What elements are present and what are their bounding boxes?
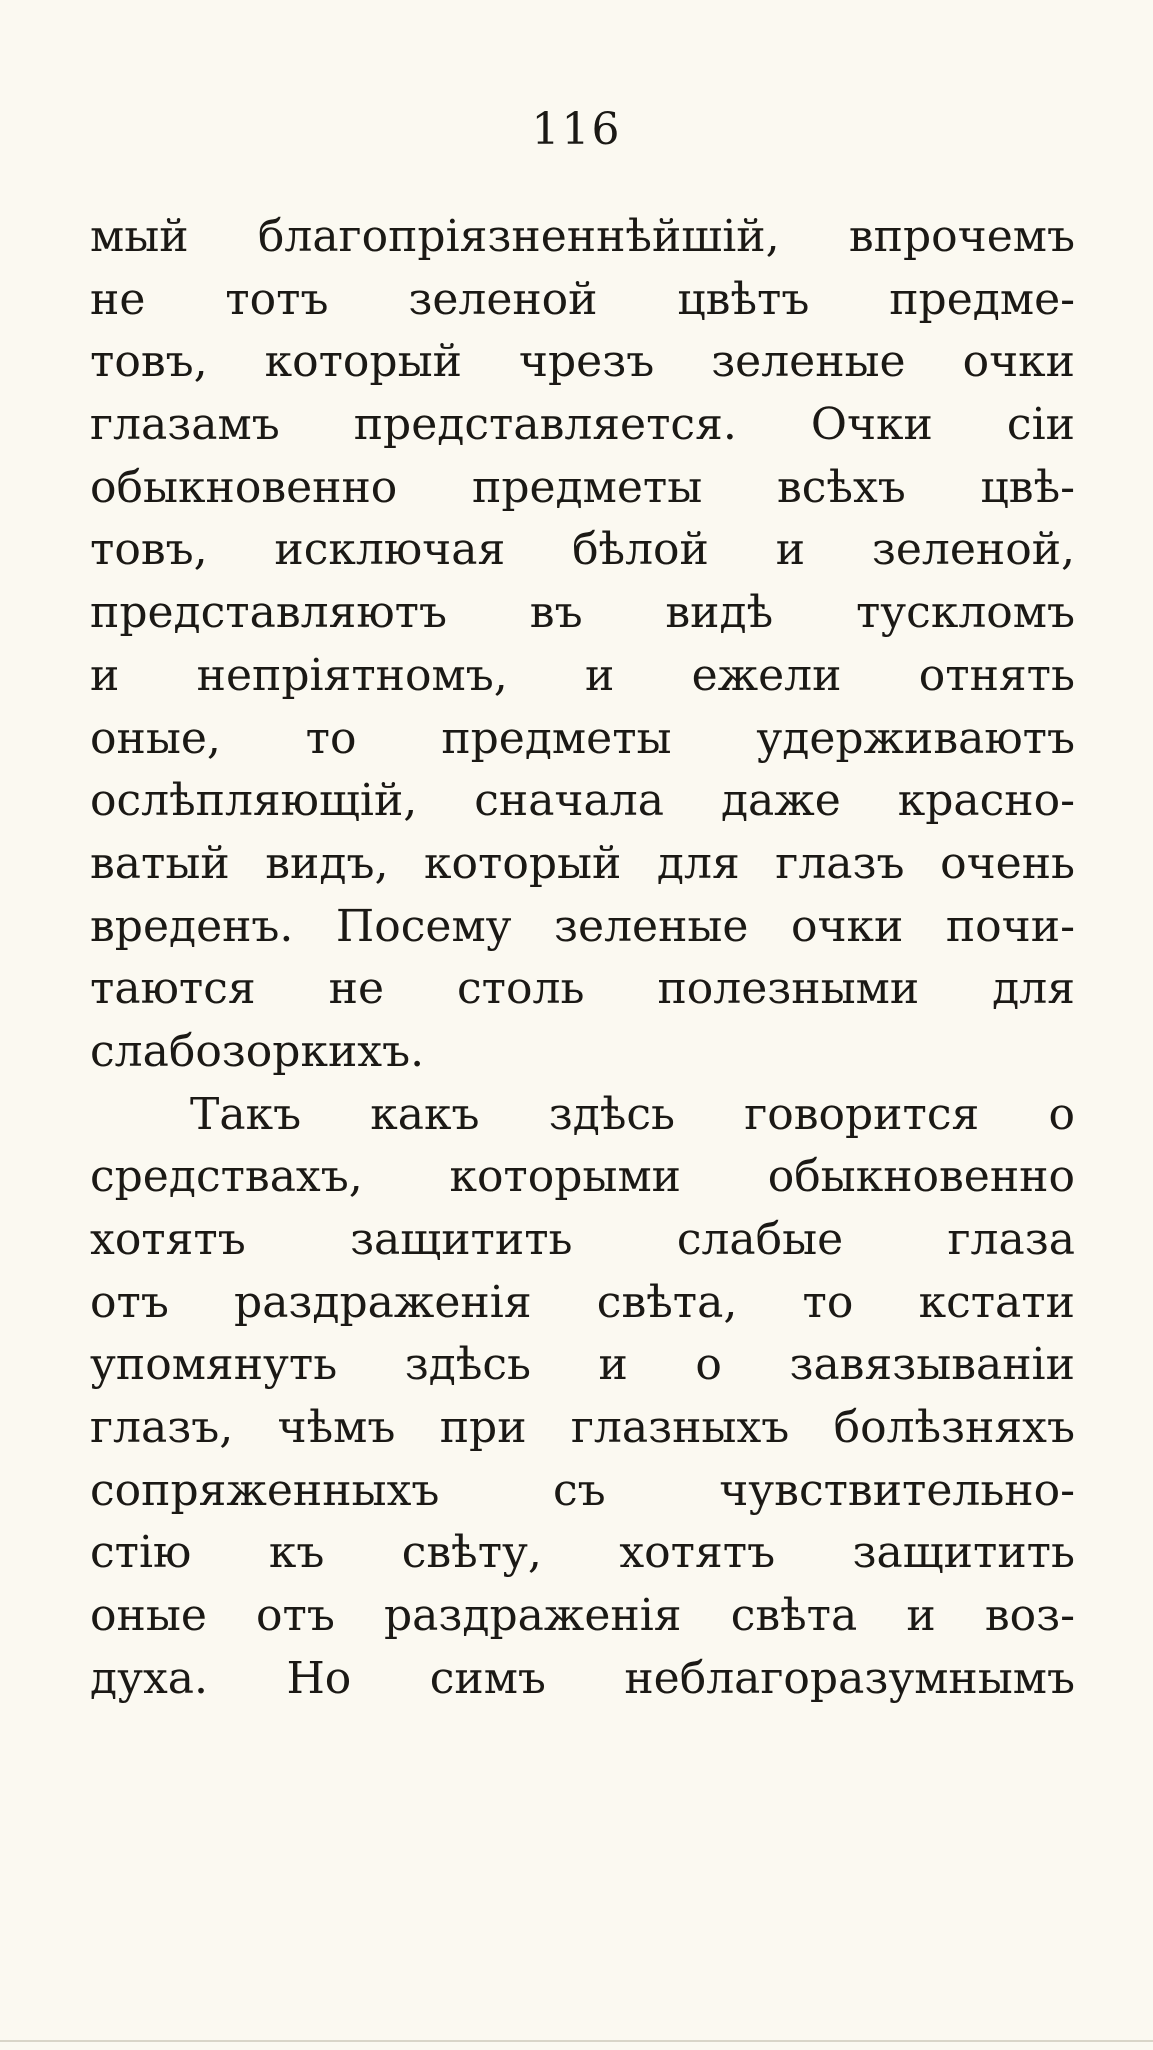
word: въ	[529, 587, 583, 639]
word: слабозоркихъ.	[90, 1025, 425, 1077]
word: тотъ	[225, 273, 329, 325]
word: кстати	[918, 1276, 1075, 1328]
word: отъ	[256, 1590, 335, 1642]
word: то	[802, 1276, 854, 1328]
word: даже	[720, 775, 841, 827]
page-edge	[0, 2040, 1153, 2042]
word: очень	[940, 837, 1075, 889]
text-line	[90, 1460, 1075, 1523]
word: раздраженія	[234, 1276, 532, 1328]
text-line	[90, 1084, 1075, 1147]
text-line	[90, 206, 1075, 269]
word: о	[1048, 1088, 1075, 1140]
text-line	[90, 1272, 1075, 1335]
word: отнять	[918, 649, 1075, 701]
text-line	[90, 833, 1075, 896]
word: впрочемъ	[848, 211, 1075, 262]
word: свѣта	[730, 1590, 858, 1642]
word: свѣту,	[401, 1527, 542, 1579]
word: столь	[457, 963, 585, 1015]
word: товъ,	[90, 524, 208, 576]
word: почи-	[945, 900, 1075, 952]
word: представляютъ	[90, 587, 447, 639]
word: зеленые	[711, 336, 906, 388]
word: зеленой	[408, 273, 598, 325]
word: обыкновенно	[90, 461, 398, 513]
word: стію	[90, 1527, 192, 1579]
word: Такъ	[190, 1088, 302, 1140]
word: цвѣ-	[980, 461, 1075, 513]
word: и	[906, 1590, 936, 1642]
word: видъ,	[265, 837, 389, 889]
text-line	[90, 1648, 1075, 1711]
word: слабые	[676, 1214, 844, 1265]
word: всѣхъ	[777, 461, 906, 513]
word: симъ	[429, 1652, 546, 1704]
word: для	[656, 837, 740, 889]
word: съ	[552, 1464, 606, 1516]
text-line	[90, 1021, 1075, 1084]
word: чрезъ	[518, 336, 655, 388]
word: глазныхъ	[570, 1402, 790, 1454]
word: которыми	[449, 1151, 681, 1203]
word: глазамъ	[90, 399, 280, 451]
word: чѣмъ	[277, 1402, 396, 1454]
word: и	[90, 649, 120, 701]
body-text	[90, 206, 1075, 1711]
word: болѣзняхъ	[833, 1402, 1075, 1454]
text-line	[90, 519, 1075, 582]
word: ослѣпляющій,	[90, 775, 418, 827]
text-line	[90, 958, 1075, 1021]
text-line	[90, 1334, 1075, 1397]
page-number: 116	[531, 104, 622, 155]
text-line	[90, 1209, 1075, 1272]
text-line	[90, 331, 1075, 394]
word: и	[775, 524, 806, 576]
word: воз-	[984, 1590, 1075, 1642]
word: удерживаютъ	[756, 712, 1075, 764]
word: мый	[90, 211, 189, 262]
word: зеленой,	[871, 524, 1075, 576]
word: очки	[790, 900, 904, 952]
word: не	[90, 273, 146, 325]
word: не	[328, 963, 385, 1015]
text-line	[90, 1585, 1075, 1648]
word: то	[305, 712, 357, 764]
text-line	[90, 1146, 1075, 1209]
text-line	[90, 457, 1075, 520]
word: хотятъ	[90, 1214, 246, 1265]
text-line	[90, 582, 1075, 645]
word: сначала	[474, 775, 664, 827]
word: и	[598, 1339, 628, 1391]
word: тускломъ	[855, 587, 1075, 639]
word: отъ	[90, 1276, 169, 1328]
word: представляется.	[353, 399, 737, 451]
text-line	[90, 708, 1075, 771]
word: обыкновенно	[767, 1151, 1075, 1203]
word: видѣ	[665, 587, 774, 639]
word: сопряженныхъ	[90, 1464, 440, 1516]
word: для	[992, 963, 1075, 1015]
word: свѣта,	[596, 1276, 738, 1328]
word: предме-	[889, 273, 1075, 325]
word: Посему	[335, 900, 512, 952]
word: здѣсь	[548, 1088, 675, 1140]
text-line	[90, 394, 1075, 457]
word: таются	[90, 963, 256, 1015]
word: полезными	[657, 963, 920, 1015]
word: говорится	[744, 1088, 980, 1140]
word: чувствительно-	[719, 1464, 1075, 1516]
word: оные,	[90, 712, 221, 764]
word: цвѣтъ	[677, 273, 810, 325]
word: оные	[90, 1590, 207, 1642]
word: завязываніи	[789, 1339, 1075, 1391]
word: очки	[962, 336, 1075, 388]
word: раздраженія	[383, 1590, 682, 1642]
text-line	[90, 269, 1075, 332]
word: духа.	[90, 1652, 209, 1704]
word: какъ	[370, 1088, 480, 1140]
word: красно-	[897, 775, 1075, 827]
text-line	[90, 770, 1075, 833]
text-line	[90, 645, 1075, 708]
word: ежели	[691, 649, 842, 701]
word: и	[584, 649, 615, 701]
word: неблагоразумнымъ	[624, 1652, 1075, 1704]
word: товъ,	[90, 336, 208, 388]
word: глаза	[947, 1214, 1075, 1265]
word: защитить	[852, 1527, 1075, 1579]
word: благопріязненнѣйшій,	[257, 211, 780, 262]
word: о	[695, 1339, 722, 1391]
word: Но	[286, 1652, 352, 1704]
word: здѣсь	[404, 1339, 531, 1391]
word: который	[264, 336, 462, 388]
word: глазъ,	[90, 1402, 234, 1454]
word: упомянуть	[90, 1339, 338, 1391]
word: исключая	[274, 524, 506, 576]
word: сіи	[1006, 399, 1075, 451]
word: бѣлой	[572, 524, 709, 576]
word: зеленые	[554, 900, 749, 952]
word: Очки	[810, 399, 933, 451]
word: вреденъ.	[90, 900, 294, 952]
word: ватый	[90, 837, 230, 889]
word: хотятъ	[619, 1527, 776, 1579]
word: защитить	[350, 1214, 573, 1265]
word: при	[439, 1402, 527, 1454]
text-line	[90, 1522, 1075, 1585]
word: предметы	[472, 461, 703, 513]
text-line	[90, 896, 1075, 959]
word: непріятномъ,	[196, 649, 508, 701]
word: къ	[268, 1527, 325, 1579]
text-line	[90, 1397, 1075, 1460]
word: предметы	[441, 712, 672, 764]
word: средствахъ,	[90, 1151, 363, 1203]
word: который	[424, 837, 622, 889]
word: глазъ	[775, 837, 905, 889]
